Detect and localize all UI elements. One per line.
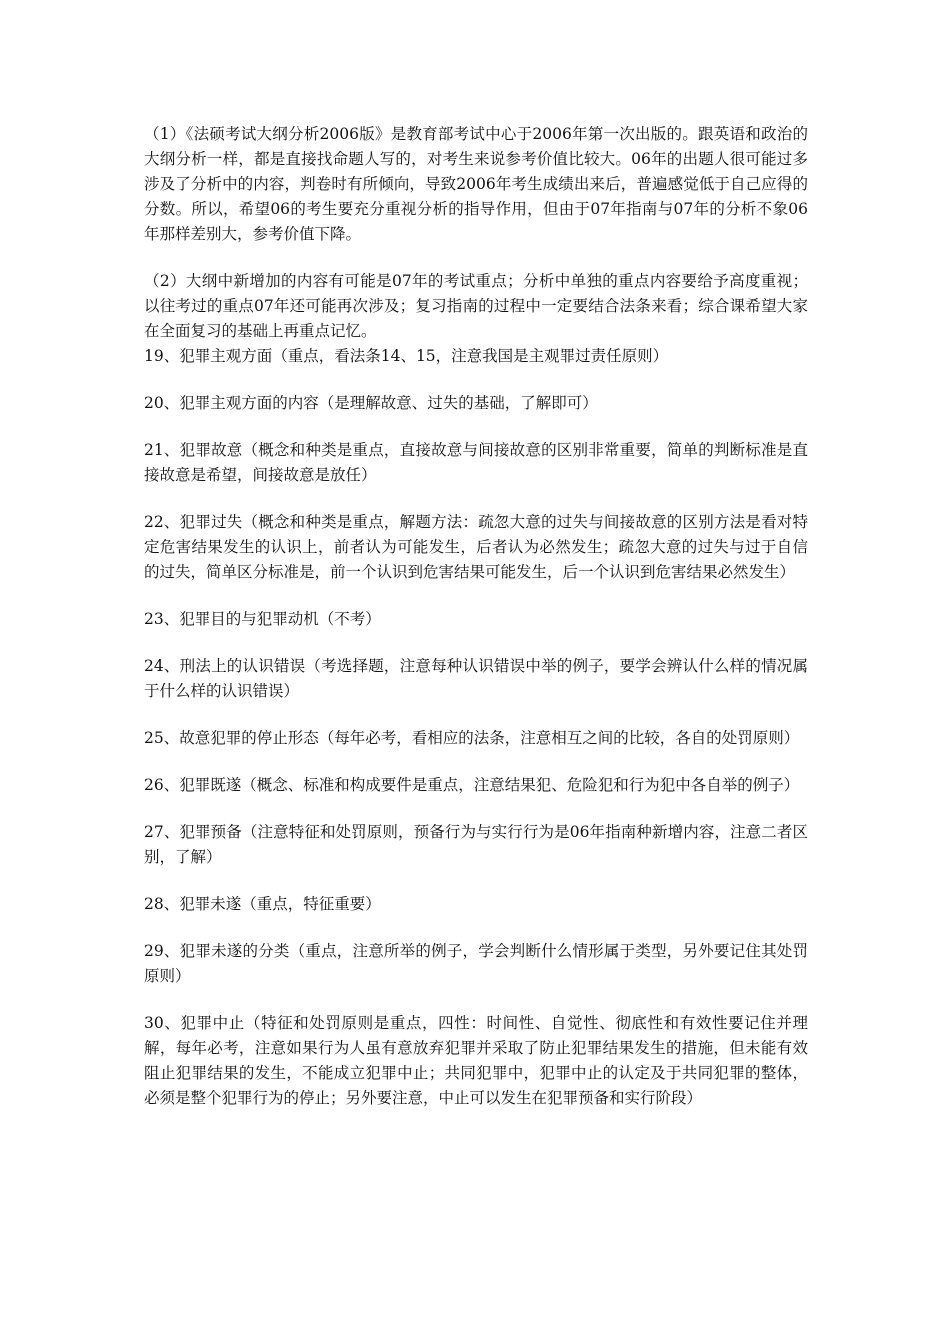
item-27: 27、犯罪预备（注意特征和处罚原则，预备行为与实行行为是06年指南种新增内容，注意二者区别，了解） <box>144 823 808 866</box>
intro-paragraph-1: （1）《法硕考试大纲分析2006版》是教育部考试中心于2006年第一次出版的。跟英语和政治的大纲分析一样，都是直接找命题人写的，对考生来说参考价值比较大。06年的出题人很可能过多涉及了分析中的内容，判卷时有所倾向，导致2006年考生成绩出来后，普遍感觉低于自己应得的分数。所以，希望06的考生要充分重视分析的指导作用，但由于07年指南与07年的分析不象06年那样差别大，参考价值下降。 <box>144 125 808 243</box>
item-28: 28、犯罪未遂（重点，特征重要） <box>144 895 381 913</box>
item-20: 20、犯罪主观方面的内容（是理解故意、过失的基础，了解即可） <box>144 394 598 412</box>
item-21: 21、犯罪故意（概念和种类是重点，直接故意与间接故意的区别非常重要，简单的判断标准是直接故意是希望，间接故意是放任） <box>144 441 808 484</box>
item-24: 24、刑法上的认识错误（考选择题，注意每种认识错误中举的例子，要学会辨认什么样的情况属于什么样的认识错误） <box>144 657 808 700</box>
item-23: 23、犯罪目的与犯罪动机（不考） <box>144 610 381 628</box>
item-25: 25、故意犯罪的停止形态（每年必考，看相应的法条，注意相互之间的比较，各自的处罚原则） <box>144 729 800 747</box>
item-30: 30、犯罪中止（特征和处罚原则是重点，四性：时间性、自觉性、彻底性和有效性要记住并理解，每年必考，注意如果行为人虽有意放弃犯罪并采取了防止犯罪结果发生的措施，但未能有效阻止犯罪结果的发生，不能成立犯罪中止；共同犯罪中，犯罪中止的认定及于共同犯罪的整体，必须是整个犯罪行为的停止；另外要注意，中止可以发生在犯罪预备和实行阶段） <box>144 1014 808 1107</box>
intro-paragraph-2: （2）大纲中新增加的内容有可能是07年的考试重点；分析中单独的重点内容要给予高度重视；以往考过的重点07年还可能再次涉及；复习指南的过程中一定要结合法条来看；综合课希望大家在全面复习的基础上再重点记忆。 <box>144 272 808 340</box>
item-22: 22、犯罪过失（概念和种类是重点，解题方法：疏忽大意的过失与间接故意的区别方法是看对特定危害结果发生的认识上，前者认为可能发生，后者认为必然发生；疏忽大意的过失与过于自信的过失，简单区分标准是，前一个认识到危害结果可能发生，后一个认识到危害结果必然发生） <box>144 513 808 581</box>
document-body <box>144 122 808 1133</box>
item-29: 29、犯罪未遂的分类（重点，注意所举的例子，学会判断什么情形属于类型，另外要记住其处罚原则） <box>144 942 808 985</box>
item-19: 19、犯罪主观方面（重点，看法条14、15，注意我国是主观罪过责任原则） <box>144 347 669 365</box>
item-26: 26、犯罪既遂（概念、标准和构成要件是重点，注意结果犯、危险犯和行为犯中各自举的例子） <box>144 776 800 794</box>
